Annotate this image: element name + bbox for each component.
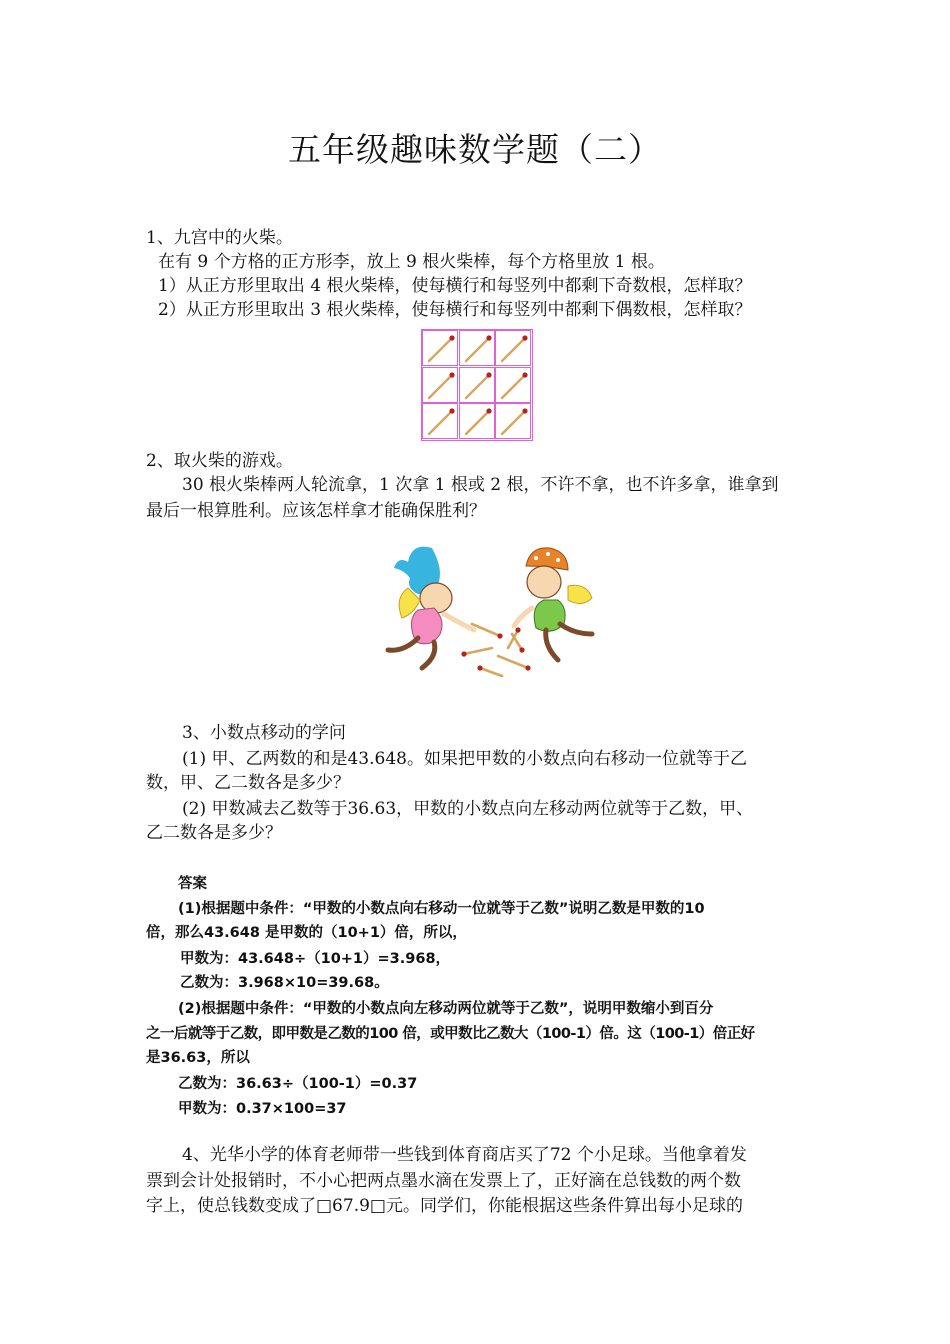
q4-line3: 字上，使总钱数变成了□67.9□元。同学们，你能根据这些条件算出每小足球的 [146, 1196, 743, 1216]
grid-cell [495, 403, 531, 439]
matchstick-grid-figure [421, 329, 533, 441]
q1-intro: 在有 9 个方格的正方形李，放上 9 根火柴棒，每个方格里放 1 根。 [158, 252, 665, 272]
matchstick [460, 404, 496, 440]
matchstick [496, 368, 532, 404]
q1-heading: 1、九宫中的火柴。 [146, 228, 293, 248]
q3-part2-line1: (2) 甲数减去乙数等于36.63，甲数的小数点向左移动两位就等于乙数，甲、 [182, 799, 754, 819]
right-kid-wing [568, 585, 592, 603]
page-title: 五年级趣味数学题（二） [288, 130, 662, 169]
answer1-line1: (1)根据题中条件：“甲数的小数点向右移动一位就等于乙数”说明乙数是甲数的10 [178, 901, 705, 917]
answer1-line4: 乙数为：3.968×10=39.68。 [180, 975, 389, 991]
q2-text-line1: 30 根火柴棒两人轮流拿，1 次拿 1 根或 2 根，不许不拿，也不许多拿，谁拿到 [182, 475, 779, 495]
right-kid-arm [514, 608, 532, 626]
q3-part1-line2: 数，甲、乙二数各是多少？ [146, 773, 350, 793]
q4-line2: 票到会计处报销时，不小心把两点墨水滴在发票上了，正好滴在总钱数的两个数 [146, 1171, 741, 1191]
q3-part1-line1: (1) 甲、乙两数的和是43.648。如果把甲数的小数点向右移动一位就等于乙 [182, 749, 747, 769]
right-kid-head [527, 566, 561, 598]
matchstick [423, 331, 459, 367]
answer2-line3: 是36.63，所以 [146, 1050, 250, 1066]
matchstick [423, 368, 459, 404]
grid-cell [422, 367, 458, 403]
q3-heading: 3、小数点移动的学问 [182, 723, 346, 743]
grid-cell [495, 330, 531, 366]
q4-line1: 4、光华小学的体育老师带一些钱到体育商店买了72 个小足球。当他拿着发 [182, 1145, 747, 1165]
answer-label: 答案 [178, 876, 207, 892]
grid-cell [422, 330, 458, 366]
left-kid-head [420, 583, 452, 613]
grid-cell [459, 367, 495, 403]
matchstick-game-illustration [372, 538, 616, 694]
q3-part2-line2: 乙二数各是多少？ [146, 823, 282, 843]
matchstick [423, 404, 459, 440]
left-kid-arm [444, 614, 474, 630]
answer2-line5: 甲数为：0.37×100=37 [178, 1101, 347, 1117]
grid-cell [495, 367, 531, 403]
answer2-line2: 之一后就等于乙数，即甲数是乙数的100 倍，或甲数比乙数大（100-1）倍。这（100-1）倍正好 [146, 1026, 755, 1042]
q1-part2: 2）从正方形里取出 3 根火柴棒，使每横行和每竖列中都剩下偶数根，怎样取？ [158, 300, 752, 320]
answer1-line3: 甲数为：43.648÷（10+1）=3.968， [180, 951, 451, 967]
matchstick [496, 331, 532, 367]
grid-cell [459, 403, 495, 439]
answer2-line4: 乙数为：36.63÷（100-1）=0.37 [178, 1076, 418, 1092]
matchstick [460, 331, 496, 367]
q1-part1: 1）从正方形里取出 4 根火柴棒，使每横行和每竖列中都剩下奇数根，怎样取？ [158, 276, 752, 296]
answer2-line1: (2)根据题中条件：“甲数的小数点向左移动两位就等于乙数”，说明甲数缩小到百分 [178, 1001, 714, 1017]
q2-text-line2: 最后一根算胜利。应该怎样拿才能确保胜利？ [146, 501, 486, 521]
answer1-line2: 倍，那么43.648 是甲数的（10+1）倍，所以， [146, 925, 467, 941]
grid-cell [459, 330, 495, 366]
grid-cell [422, 403, 458, 439]
q2-heading: 2、取火柴的游戏。 [146, 451, 293, 471]
matchstick [460, 368, 496, 404]
matchstick [496, 404, 532, 440]
